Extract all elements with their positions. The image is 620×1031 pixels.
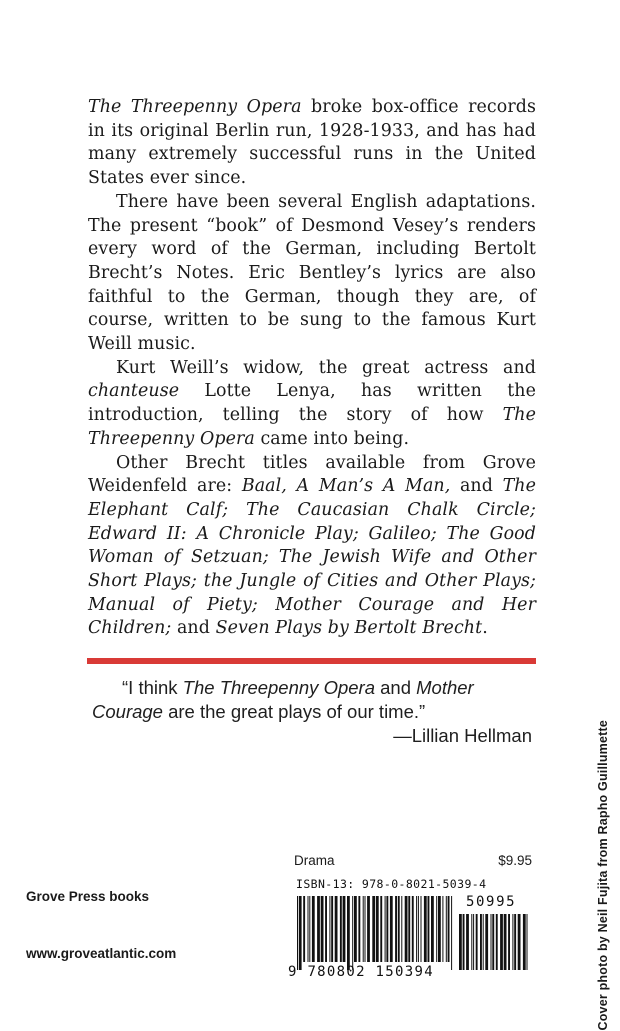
genre-label: Drama	[294, 853, 335, 868]
quote-title-italic: Courage	[92, 701, 163, 722]
barcode-bar	[424, 896, 427, 962]
barcode-bar	[325, 896, 327, 962]
barcode-bar	[459, 914, 462, 970]
barcode-bar	[309, 896, 310, 962]
barcode-bar	[297, 896, 298, 970]
title-italic: The Threepenny Opera	[88, 97, 302, 117]
barcode-bar	[347, 896, 350, 970]
barcode-bar	[376, 896, 379, 962]
barcode-bar	[514, 914, 516, 970]
title-italic: Seven Plays by Bertolt Brecht	[215, 618, 483, 639]
ean-barcode	[296, 896, 454, 970]
blurb-paragraph-3	[88, 357, 536, 452]
barcode-bar	[321, 896, 324, 962]
barcode-bar	[395, 896, 397, 962]
barcode-bar	[354, 896, 357, 962]
blurb-text: and	[450, 476, 503, 497]
barcode-bar	[483, 914, 484, 970]
barcode-bar	[412, 896, 414, 962]
publisher-website: www.groveatlantic.com	[26, 946, 177, 961]
blurb-text: and	[171, 618, 216, 639]
barcode-bar	[385, 896, 386, 962]
barcode-bar	[428, 896, 430, 962]
barcode-bar	[451, 896, 452, 970]
publisher-name: Grove Press books	[26, 889, 150, 904]
barcode-digits: 9 780802 150394	[288, 964, 434, 980]
barcode-bar	[527, 914, 528, 970]
barcode-bar	[480, 914, 482, 970]
barcode-bar	[471, 914, 472, 970]
quote-text: “I think	[122, 677, 183, 698]
barcode-bar	[463, 914, 465, 970]
barcode-bar	[496, 914, 498, 970]
blurb-paragraph-1	[88, 96, 536, 191]
barcode-bar	[421, 896, 422, 962]
barcode-bar	[485, 914, 488, 970]
barcode-bar	[335, 896, 338, 962]
blurb-text: .	[482, 618, 488, 639]
quote-attribution: —Lillian Hellman	[393, 725, 532, 746]
barcode-bar	[500, 914, 503, 970]
barcode-bar	[317, 896, 320, 962]
barcode-bar	[492, 914, 494, 970]
barcode-bar	[390, 896, 393, 962]
barcode-bar	[508, 914, 510, 970]
blurb-text: Other Brecht titles available from Grove Weidenfeld are:	[88, 452, 536, 497]
barcode-bar	[476, 914, 478, 970]
red-divider-rule	[87, 658, 536, 664]
quote-title-italic: Mother	[416, 677, 474, 698]
barcode-bar	[442, 896, 443, 962]
blurb-text: Lotte Lenya, has written the introduction, telling the story of how	[88, 381, 536, 426]
barcode-bar	[331, 896, 333, 962]
barcode-bar	[398, 896, 400, 962]
barcode-bar	[405, 896, 408, 962]
photo-credit: Cover photo by Neil Fujita from Rapho Guillumette	[596, 720, 610, 1031]
quote-text: are the great plays of our time.”	[162, 701, 426, 722]
barcode-bar	[438, 896, 441, 962]
barcode-bar	[299, 896, 302, 970]
endorsement-quote	[92, 676, 540, 748]
barcode-bar	[380, 896, 382, 962]
barcode-bar	[303, 896, 305, 962]
barcode-bar	[491, 914, 492, 970]
blurb-paragraph-4	[88, 452, 536, 642]
barcode-bar	[448, 896, 450, 962]
barcode-bar	[352, 896, 353, 970]
blurb-paragraph-2: There have been several English adaptations. The present “book” of Desmond Vesey’s renders every word of the German, including Bertolt Brecht’s Notes. Eric Bentley’s lyrics are also faithful to the German, though they are, of course, written to be sung to the famous Kurt Weill music.	[88, 191, 536, 355]
blurb-text: Kurt Weill’s widow, the great actress and	[116, 357, 536, 378]
barcode-bar	[340, 896, 342, 962]
barcode-bar	[504, 914, 507, 970]
italic-word: chanteuse	[88, 381, 180, 402]
barcode-bar	[358, 896, 360, 962]
barcode-bar	[431, 896, 434, 962]
price-label: $9.95	[498, 853, 532, 868]
barcode-bar	[312, 896, 315, 962]
title-italic: The Threepenny Opera	[88, 405, 536, 449]
barcode-bar	[466, 914, 469, 970]
quote-line-1	[92, 676, 540, 700]
title-italic: Baal, A Man’s A Man,	[241, 476, 451, 497]
isbn-label: ISBN-13: 978-0-8021-5039-4	[296, 877, 487, 891]
barcode-bar	[308, 896, 309, 962]
quote-title-italic: The Threepenny Opera	[182, 677, 375, 698]
barcode-bar	[416, 896, 417, 962]
barcode-bar	[408, 896, 410, 962]
quote-text: and	[374, 677, 417, 698]
barcode-bar	[473, 914, 474, 970]
barcode-bar	[386, 896, 388, 962]
barcode-bar	[343, 896, 346, 962]
barcode-bar	[523, 914, 526, 970]
barcode-bar	[518, 914, 521, 970]
addon-barcode	[458, 914, 530, 970]
barcode-bar	[418, 896, 419, 962]
addon-digits: 50995	[466, 894, 517, 910]
quote-line-2	[92, 700, 540, 724]
barcode-bar	[436, 896, 437, 962]
barcode-bar	[512, 914, 513, 970]
barcode-bar	[363, 896, 364, 962]
title-list-italic: The Elephant Calf; The Caucasian Chalk Circle; Edward II: A Chronicle Play; Galileo; The Good Woman of Setzuan; The Jewish Wife and Other Short Plays; the Jungle of Cities and Other Plays; Manual of Piety; Mother Courage and Her Children;	[88, 476, 536, 639]
barcode-bar	[367, 896, 370, 962]
barcode-bar	[365, 896, 366, 962]
barcode-bar	[372, 896, 375, 962]
blurb-text: broke box-office records in its original Berlin run, 1928-1933, and has had many extremely successful runs in the United States ever since.	[88, 97, 536, 189]
barcode-bar	[401, 896, 402, 962]
blurb-text: came into being.	[254, 428, 410, 449]
back-cover-blurb	[88, 96, 536, 641]
barcode-bar	[329, 896, 330, 962]
barcode-bar	[446, 896, 447, 962]
